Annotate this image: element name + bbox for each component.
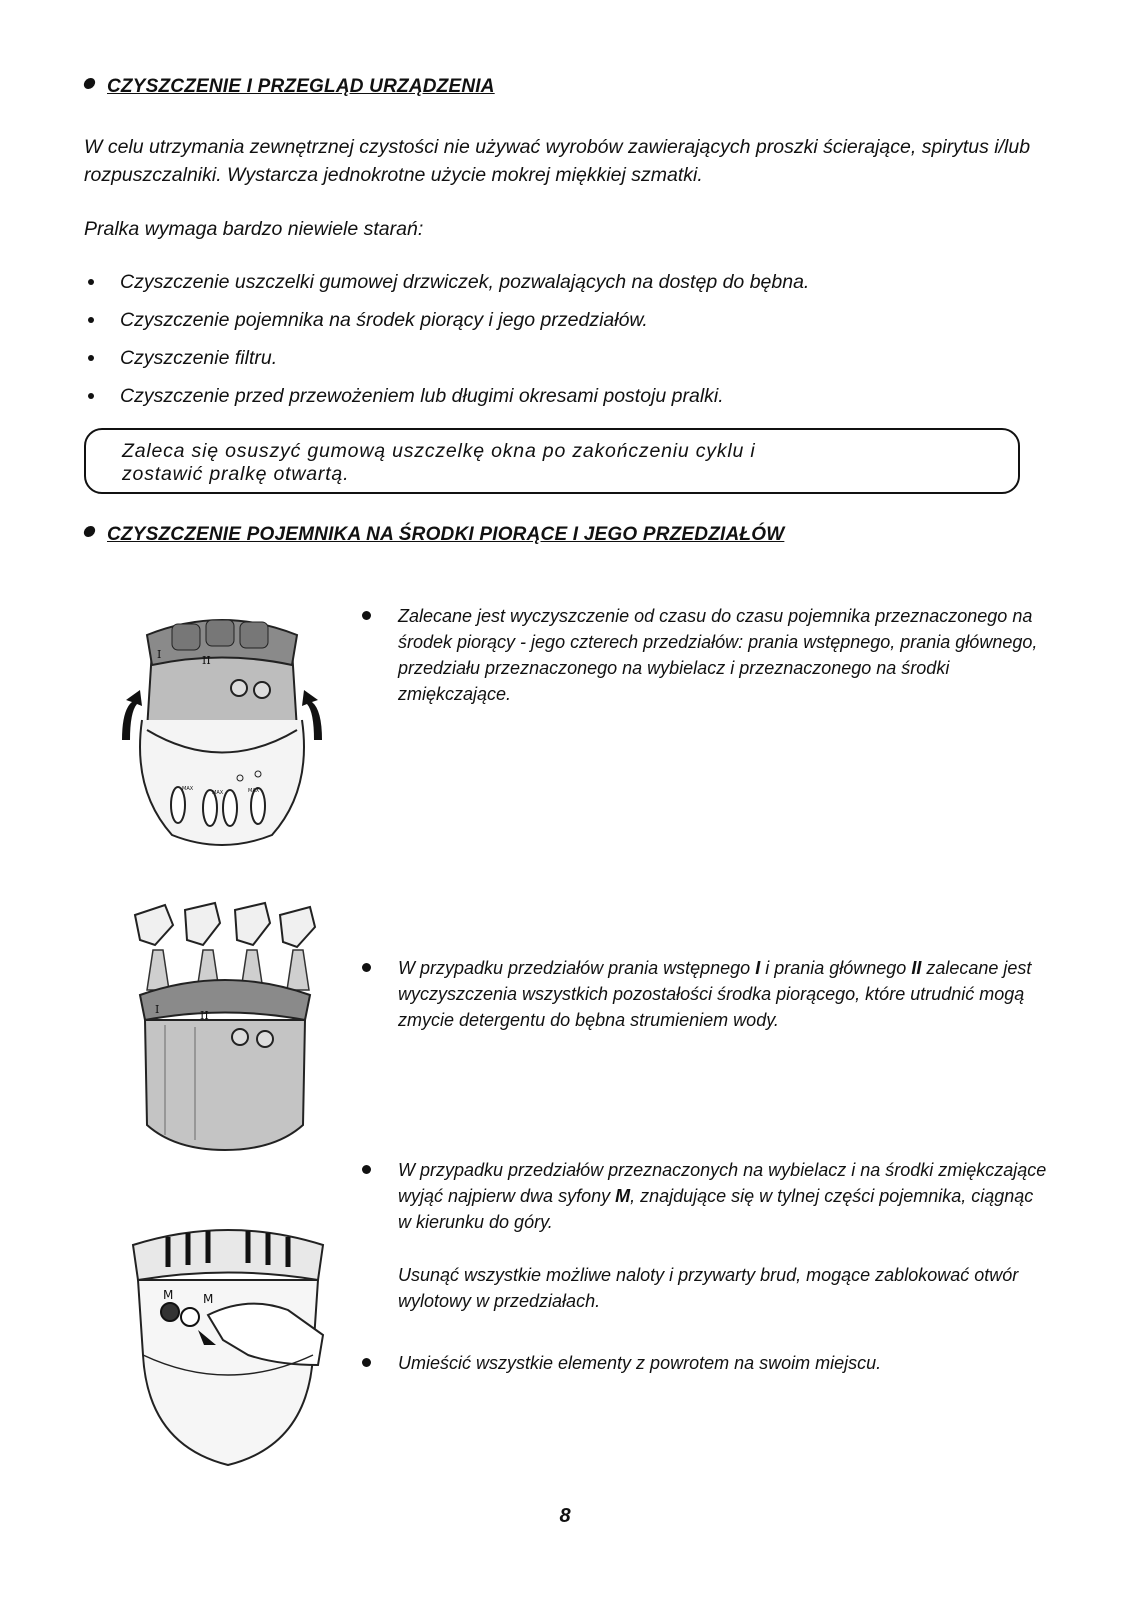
bullet-text: W przypadku przedziałów prania wstępnego <box>398 958 756 978</box>
max-label: MAX <box>182 786 194 792</box>
list-item: Czyszczenie filtru. <box>84 344 809 382</box>
dispenser-bullet-1 <box>398 603 1048 707</box>
note-line: zostawić pralkę otwartą. <box>122 463 350 485</box>
page-number: 8 <box>559 1505 571 1527</box>
list-item: Czyszczenie przed przewożeniem lub długimi okresami postoju pralki. <box>84 382 809 420</box>
section-heading-dispenser <box>84 524 784 546</box>
siphon-ref: M <box>615 1186 631 1206</box>
bullet-text: zalecane jest wyczyszczenia wszystkich pozostałości środka piorącego, które utrudnić mogą zmycie detergentu do bębna strumieniem wody. <box>398 958 1032 1030</box>
bullet-text: Zalecane jest wyczyszczenie od czasu do czasu pojemnika przeznaczonego na środek piorący - jego czterech przedziałów: prania wstępnego, prania głównego, przedziału przeznaczonego na wybielacz i przeznaczonego na środki zmiękczające. <box>398 606 1038 704</box>
compartment-label: I <box>157 648 162 661</box>
bullet-icon <box>83 526 96 537</box>
bullet-text: , znajdujące się w tylnej części pojemnika, ciągnąc w kierunku do góry. <box>398 1186 1034 1232</box>
section-heading-text: CZYSZCZENIE POJEMNIKA NA ŚRODKI PIORĄCE I JEGO PRZEDZIAŁÓW <box>107 524 785 545</box>
bullet-text: Umieścić wszystkie elementy z powrotem na swoim miejscu. <box>398 1353 882 1373</box>
bullet-icon <box>362 1165 371 1174</box>
siphon-label: M <box>203 1292 214 1306</box>
bullet-icon <box>362 1358 371 1367</box>
compartment-label: II <box>202 654 211 667</box>
arrow-up-icon <box>302 690 322 740</box>
compartment-label: I <box>155 1003 160 1016</box>
maintenance-list <box>84 268 809 420</box>
section-heading-cleaning <box>84 76 495 98</box>
max-label: MAX <box>212 790 224 796</box>
siphon-removal-figure <box>128 1215 328 1470</box>
dispenser-bullet-2 <box>398 955 1048 1033</box>
compartment-ref: II <box>911 958 922 978</box>
note-line: Zaleca się osuszyć gumową uszczelkę okna po zakończeniu cyklu i <box>122 440 756 462</box>
detergent-drawer-figure <box>112 610 332 860</box>
note-box <box>84 428 1020 494</box>
bullet-icon <box>362 963 371 972</box>
compartment-label: II <box>200 1009 209 1022</box>
lead-paragraph: Pralka wymaga bardzo niewiele starań: <box>84 218 424 240</box>
bullet-icon <box>83 78 96 89</box>
bullet-icon <box>362 611 371 620</box>
bullet-text: i prania głównego <box>760 958 912 978</box>
arrow-up-icon <box>122 690 142 740</box>
compartment-ref: I <box>755 958 761 978</box>
siphon-label: M <box>163 1288 174 1302</box>
dispenser-bullet-4 <box>398 1350 1048 1376</box>
list-item: Czyszczenie uszczelki gumowej drzwiczek, pozwalających na dostęp do bębna. <box>84 268 809 306</box>
bullet-text: W przypadku przedziałów przeznaczonych na wybielacz i na środki zmiękczające wyjąć najpierw dwa syfony <box>398 1160 1047 1206</box>
section-heading-text: CZYSZCZENIE I PRZEGLĄD URZĄDZENIA <box>107 76 495 97</box>
max-label: MAX <box>248 788 260 794</box>
intro-paragraph: W celu utrzymania zewnętrznej czystości nie używać wyrobów zawierających proszki ścierające, spirytus i/lub rozpuszczalniki. Wystarcza jednokrotne użycie mokrej miękkiej szmatki. <box>84 136 1031 186</box>
rinsing-compartments-figure <box>125 895 325 1160</box>
list-item: Czyszczenie pojemnika na środek piorący i jego przedziałów. <box>84 306 809 344</box>
tap-icons <box>135 903 315 947</box>
dispenser-bullet-3 <box>398 1157 1048 1235</box>
dispenser-bullet-3-extra: Usunąć wszystkie możliwe naloty i przywarty brud, mogące zablokować otwór wylotowy w przedziałach. <box>398 1265 1019 1311</box>
